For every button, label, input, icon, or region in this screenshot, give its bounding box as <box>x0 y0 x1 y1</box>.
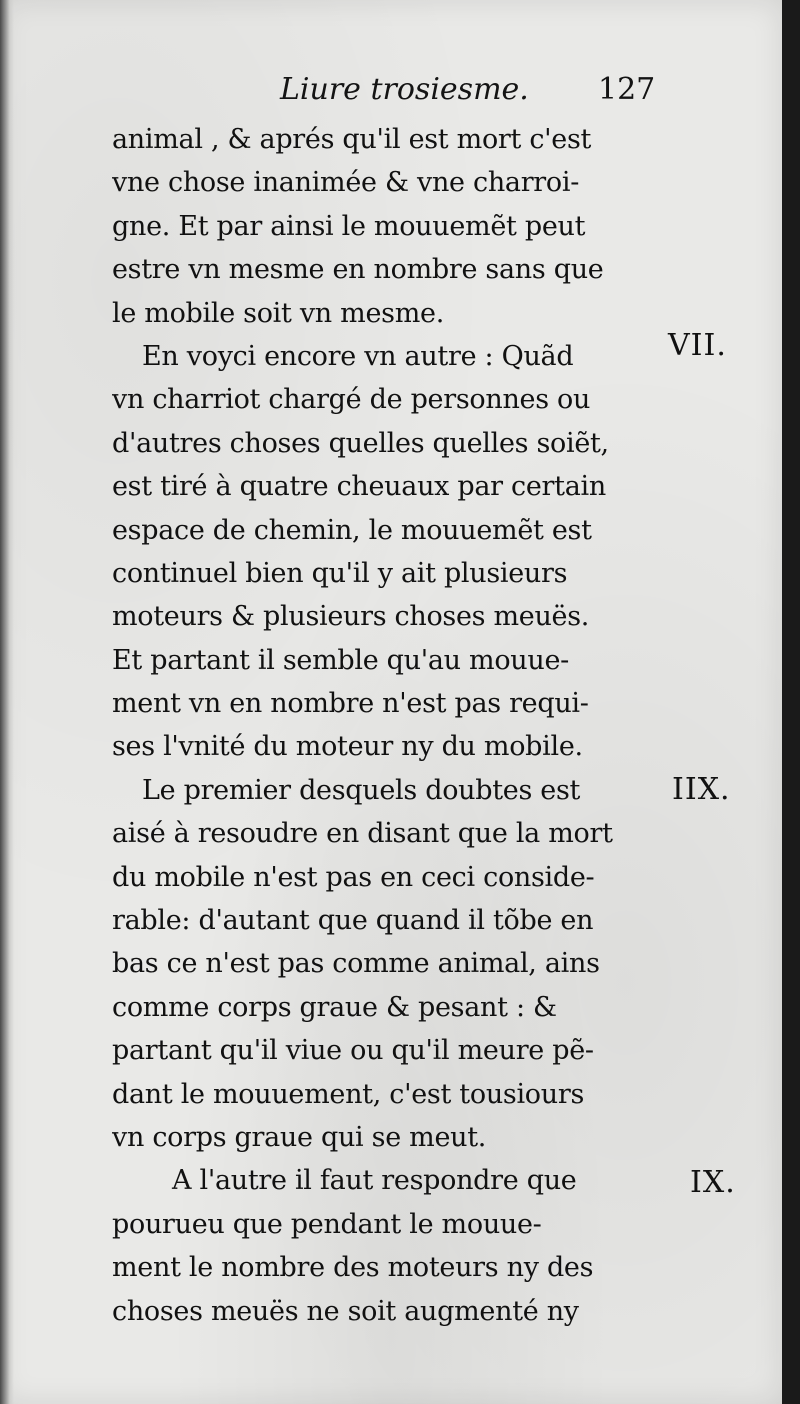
text-line: le mobile soit vn mesme. <box>112 297 444 329</box>
text-line: moteurs & plusieurs choses meuës. <box>112 601 590 633</box>
running-head: Liure trosiesme. <box>280 72 529 107</box>
body-text <box>112 118 672 1333</box>
text-line: vn charriot chargé de personnes ou <box>112 384 591 416</box>
text-line: comme corps graue & pesant : & <box>112 991 557 1023</box>
text-line: vn corps graue qui se meut. <box>112 1121 487 1153</box>
text-line: du mobile n'est pas en ceci conside- <box>112 861 595 893</box>
text-line: Et partant il semble qu'au mouue- <box>112 644 569 676</box>
text-line: estre vn mesme en nombre sans que <box>112 254 604 286</box>
text-line: choses meuës ne soit augmenté ny <box>112 1295 579 1327</box>
text-line: gne. Et par ainsi le mouuemẽt peut <box>112 210 586 242</box>
text-line: Le premier desquels doubtes est <box>142 774 581 806</box>
text-line: rable: d'autant que quand il tõbe en <box>112 905 594 937</box>
marginal-numeral: IX. <box>690 1165 736 1200</box>
text-line: animal , & aprés qu'il est mort c'est <box>112 124 592 155</box>
text-line: partant qu'il viue ou qu'il meure pẽ- <box>112 1035 594 1067</box>
text-line: En voyci encore vn autre : Quãd <box>142 340 574 372</box>
text-line: ment vn en nombre n'est pas requi- <box>112 688 589 720</box>
text-line: continuel bien qu'il y ait plusieurs <box>112 557 568 589</box>
page-gutter-shadow <box>0 0 14 1404</box>
text-line: pourueu que pendant le mouue- <box>112 1208 542 1240</box>
page-header <box>0 72 782 112</box>
text-line: ment le nombre des moteurs ny des <box>112 1252 594 1284</box>
marginal-numeral: IIX. <box>672 772 731 807</box>
text-line: A l'autre il faut respondre que <box>172 1165 577 1197</box>
text-line: ses l'vnité du moteur ny du mobile. <box>112 731 583 763</box>
text-line: aisé à resoudre en disant que la mort <box>112 818 613 850</box>
text-line: d'autres choses quelles quelles soiẽt, <box>112 427 609 459</box>
text-line: espace de chemin, le mouuemẽt est <box>112 514 592 546</box>
text-line: dant le mouuement, c'est tousiours <box>112 1078 585 1110</box>
text-line: est tiré à quatre cheuaux par certain <box>112 471 606 503</box>
text-line: bas ce n'est pas comme animal, ains <box>112 948 600 980</box>
page-number: 127 <box>598 72 656 107</box>
marginal-numeral: VII. <box>668 328 727 363</box>
text-line: vne chose inanimée & vne charroi- <box>112 167 580 199</box>
